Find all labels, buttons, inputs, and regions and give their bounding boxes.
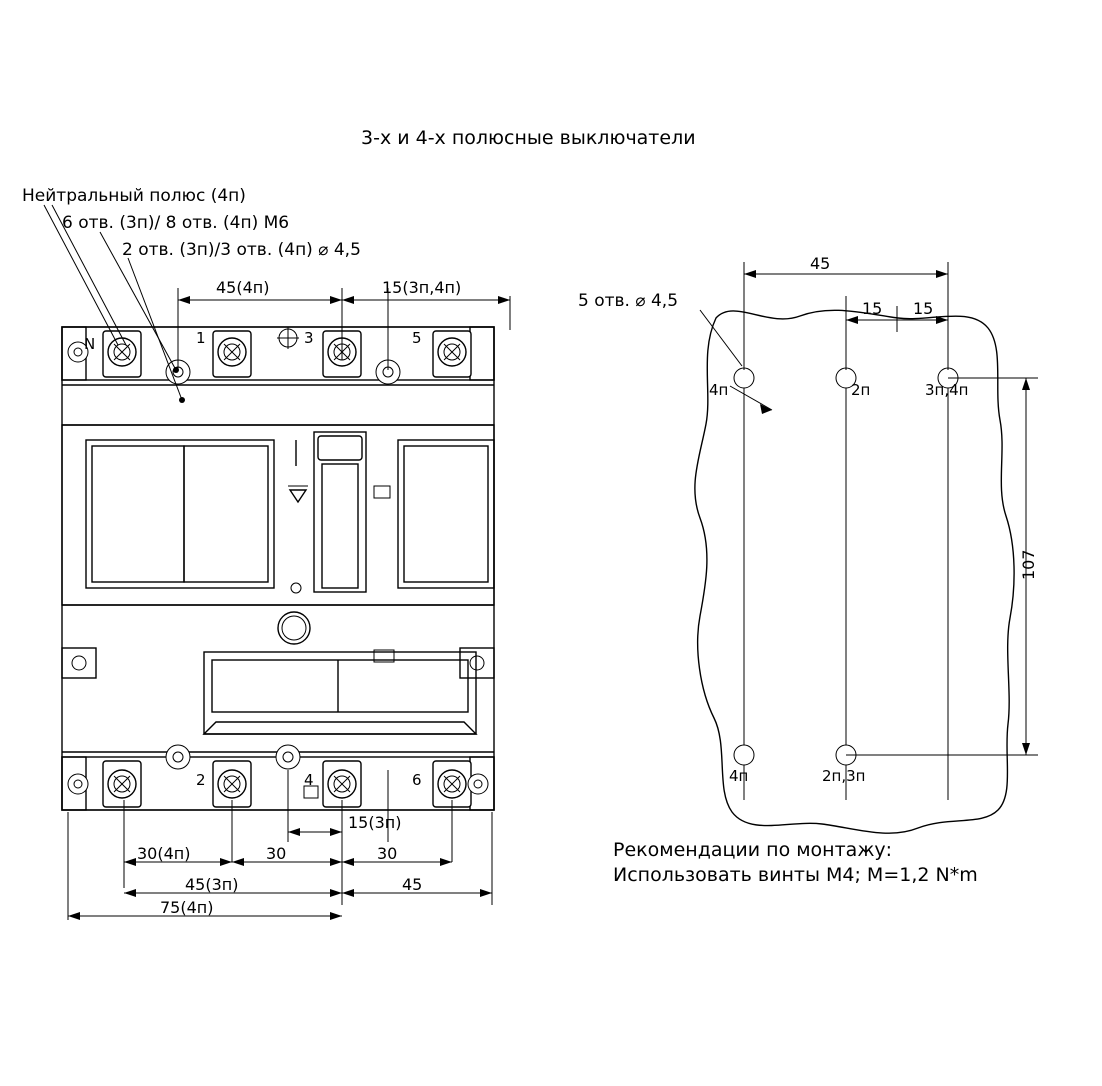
terminal-label-5: 5 xyxy=(412,329,422,347)
terminal-label-1: 1 xyxy=(196,329,206,347)
hole-label-3p4p-top: 3п,4п xyxy=(925,381,969,399)
dim-right-15-a: 15 xyxy=(862,299,883,318)
dim-top-45-4p: 45(4п) xyxy=(216,278,270,297)
dim-30-a: 30 xyxy=(266,844,287,863)
hole-label-4p-top: 4п xyxy=(709,381,729,399)
callout-neutral-pole: Нейтральный полюс (4п) xyxy=(22,186,246,206)
terminal-label-3: 3 xyxy=(304,329,314,347)
hole-label-4p-bottom: 4п xyxy=(729,767,749,785)
dim-top-15-3p4p: 15(3п,4п) xyxy=(382,278,462,297)
dim-right-107: 107 xyxy=(1019,549,1038,580)
callout-holes-m6: 6 отв. (3п)/ 8 отв. (4п) М6 xyxy=(62,213,290,233)
terminal-label-6: 6 xyxy=(412,771,422,789)
terminal-label-N: N xyxy=(84,335,96,353)
mounting-pattern-view xyxy=(695,262,1038,833)
hole-label-2p-top: 2п xyxy=(851,381,871,399)
dim-right-15-b: 15 xyxy=(913,299,934,318)
dim-right-45: 45 xyxy=(810,254,831,273)
dim-30-b: 30 xyxy=(377,844,398,863)
terminal-label-2: 2 xyxy=(196,771,206,789)
dim-45-3p: 45(3п) xyxy=(185,875,239,894)
recommendation-text: Использовать винты М4; M=1,2 N*m xyxy=(613,864,978,886)
page-title: 3-х и 4-х полюсные выключатели xyxy=(361,127,696,149)
breaker-front-view xyxy=(62,327,494,810)
recommendation-title: Рекомендации по монтажу: xyxy=(613,839,893,861)
dim-30-4p: 30(4п) xyxy=(137,844,191,863)
hole-label-2p3p-bottom: 2п,3п xyxy=(822,767,866,785)
terminal-label-4: 4 xyxy=(304,771,314,789)
dim-45: 45 xyxy=(402,875,423,894)
dim-75-4p: 75(4п) xyxy=(160,898,214,917)
dim-15-3p: 15(3п) xyxy=(348,813,402,832)
callout-5-holes: 5 отв. ⌀ 4,5 xyxy=(578,291,679,311)
callout-holes-45: 2 отв. (3п)/3 отв. (4п) ⌀ 4,5 xyxy=(122,240,361,260)
